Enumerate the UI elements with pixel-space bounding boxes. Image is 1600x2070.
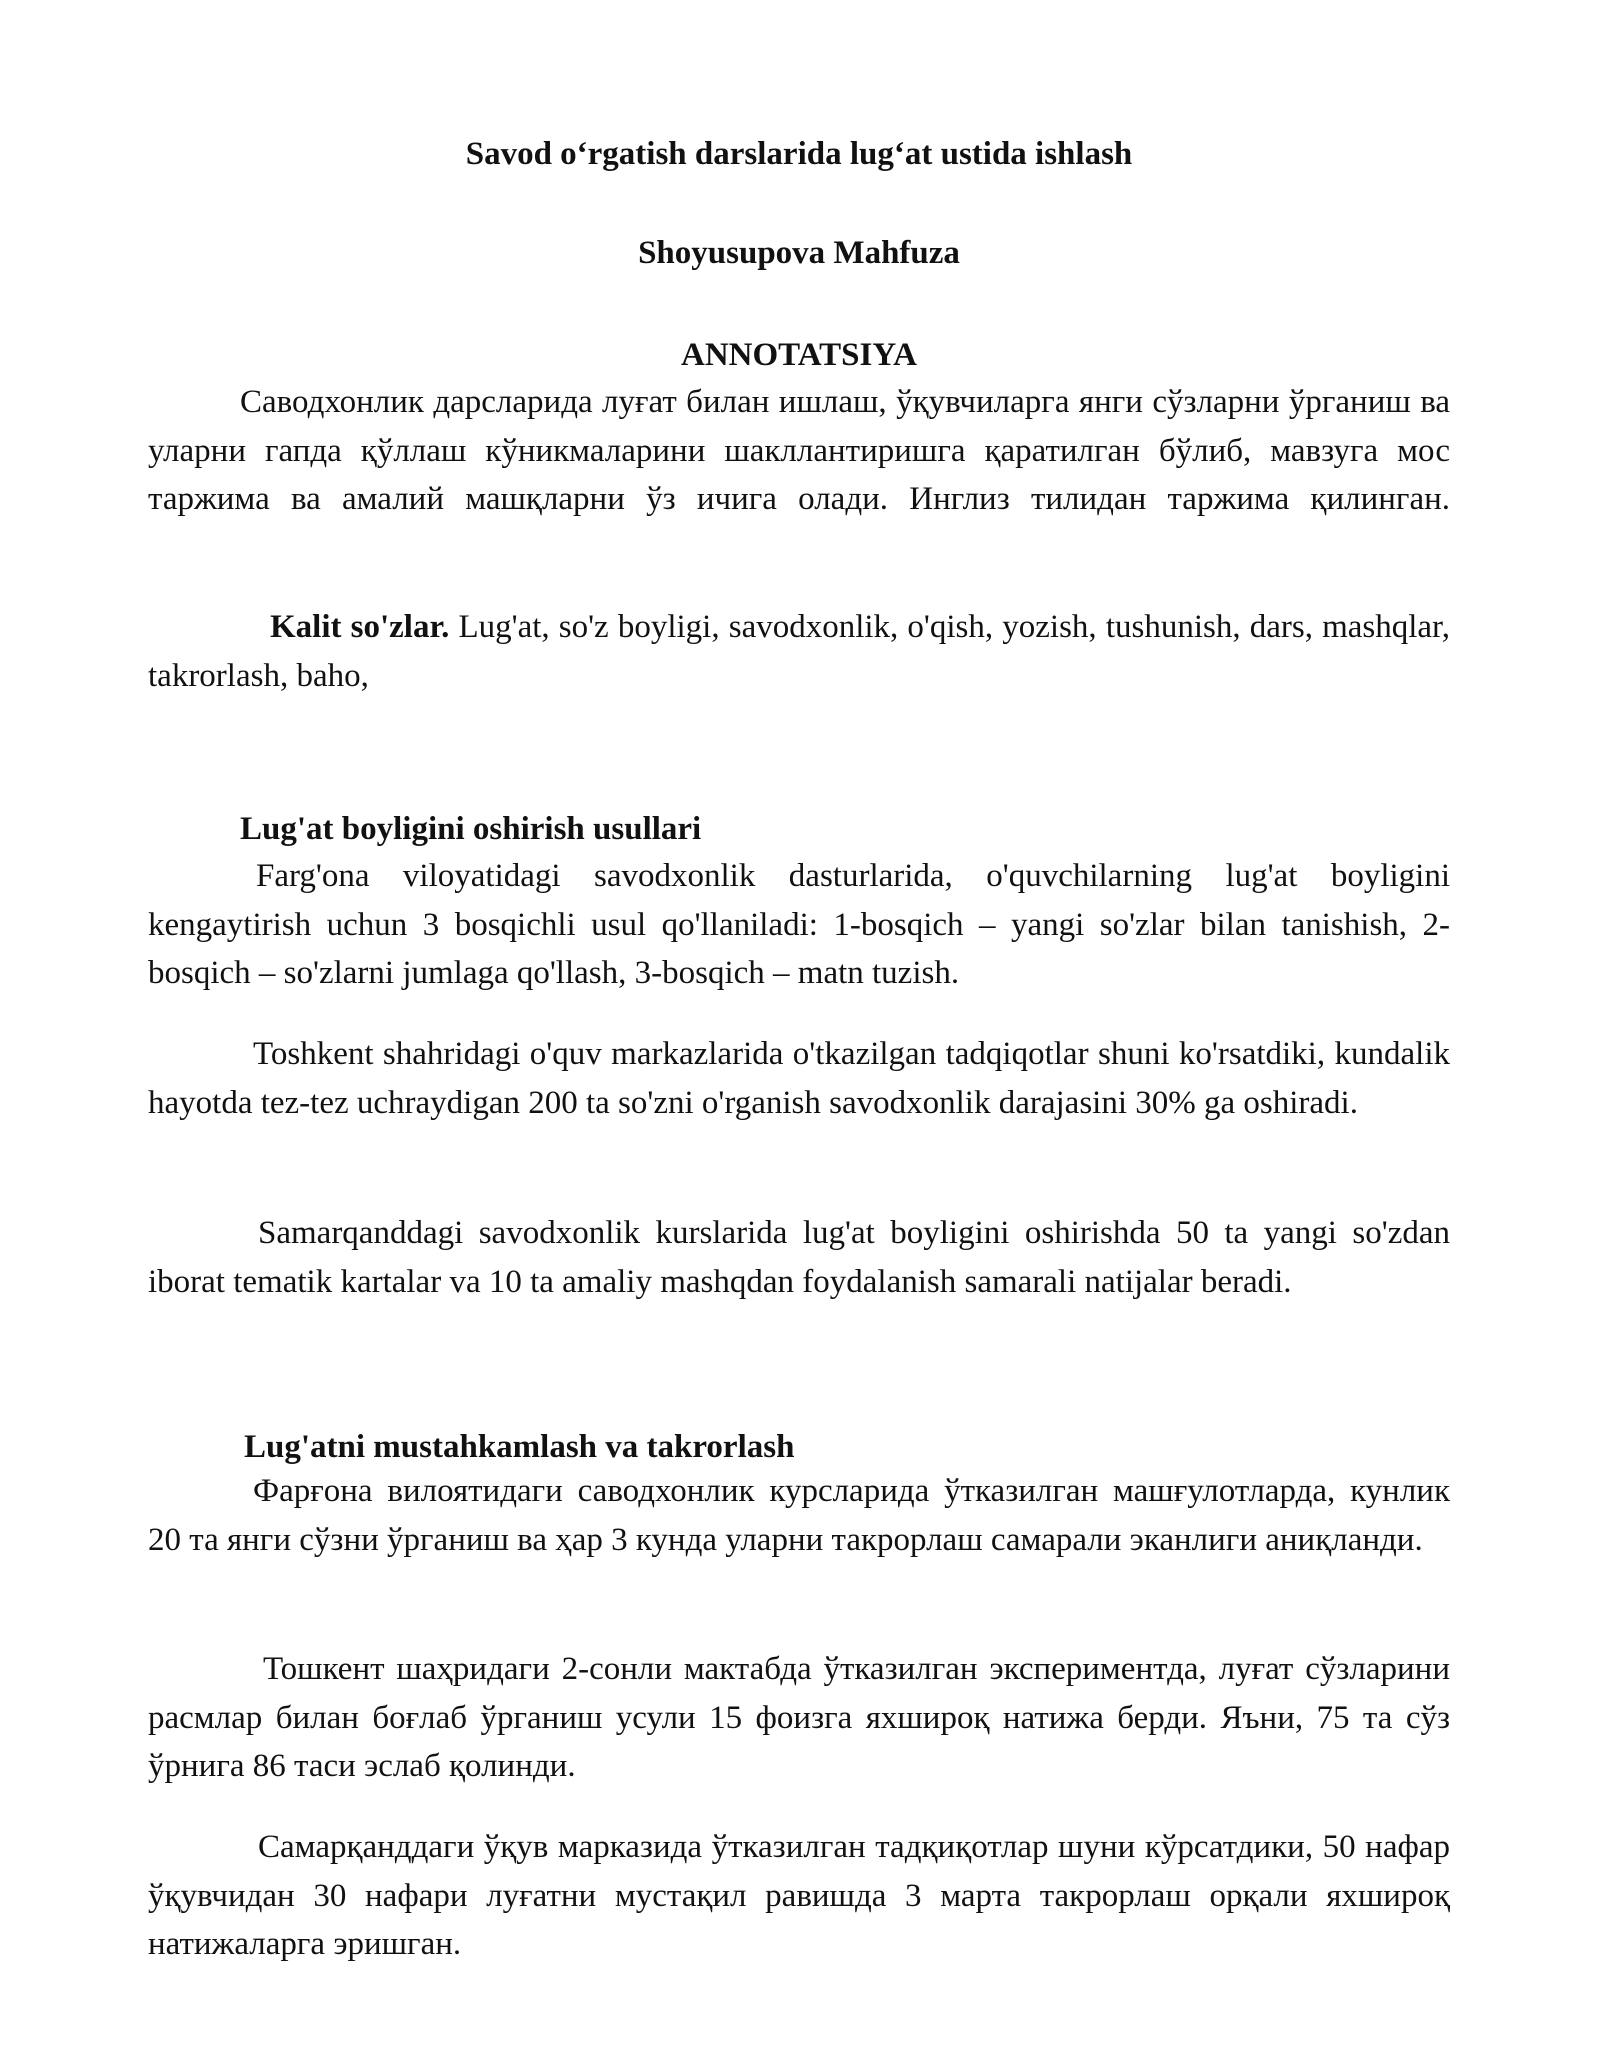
section1-paragraph-2: Toshkent shahridagi o'quv markazlarida o'tkazilgan tadqiqotlar shuni ko'rsatdiki, kundalik hayotda tez-tez uchraydigan 200 ta so'zni o'rganish savodxonlik darajasini 30% ga oshiradi. [148,1036,1450,1121]
annotation-heading: ANNOTATSIYA [681,337,917,373]
section2-paragraph-3: Самарқанддаги ўқув марказида ўтказилган тадқиқотлар шуни кўрсатдики, 50 нафар ўқувчидан 30 нафари луғатни мустақил равишда 3 марта такрорлаш орқали яхшироқ натижаларга эришган. [148,1829,1450,1962]
section1-paragraph-3: Samarqanddagi savodxonlik kurslarida lug'at boyligini oshirishda 50 ta yangi so'zdan iborat tematik kartalar va 10 ta amaliy mashqdan foydalanish samarali natijalar beradi. [148,1215,1450,1300]
keywords-label: Kalit so'zlar. [270,609,450,645]
keywords-paragraph [148,603,1450,700]
annotation-paragraph: Саводхонлик дарсларида луғат билан ишлаш, ўқувчиларга янги сўзларни ўрганиш ва уларни гапда қўллаш кўникмаларини шакллантиришга қаратилган бўлиб, мавзуга мос таржима ва амалий машқларни ўз ичига олади. Инглиз тилидан таржима қилинган. [148,384,1450,517]
author-name: Shoyusupova Mahfuza [638,235,960,271]
section-heading-vocabulary-methods: Lug'at boyligini oshirish usullari [240,811,702,847]
section2-paragraph-1: Фарғона вилоятидаги саводхонлик курсларида ўтказилган машғулотларда, кунлик 20 та янги сўзни ўрганиш ва ҳар 3 кунда уларни такрорлаш самарали эканлиги аниқланди. [148,1473,1450,1558]
section1-paragraph-1: Farg'ona viloyatidagi savodxonlik dasturlarida, o'quvchilarning lug'at boyligini kengaytirish uchun 3 bosqichli usul qo'llaniladi: 1-bosqich – yangi so'zlar bilan tanishish, 2-bosqich – so'zlarni jumlaga qo'llash, 3-bosqich – matn tuzish. [148,858,1450,991]
section-heading-reinforcement: Lug'atni mustahkamlash va takrorlash [244,1429,795,1465]
document-title: Savod o‘rgatish darslarida lug‘at ustida ishlash [465,136,1133,172]
keywords-list: Lug'at, so'z boyligi, savodxonlik, o'qish, yozish, tushunish, dars, mashqlar, takrorlash, baho, [148,609,1450,694]
section2-paragraph-2: Тошкент шаҳридаги 2-сонли мактабда ўтказилган экспериментда, луғат сўзларини расмлар билан боғлаб ўрганиш усули 15 фоизга яхшироқ натижа берди. Яъни, 75 та сўз ўрнига 86 таси эслаб қолинди. [148,1651,1450,1784]
